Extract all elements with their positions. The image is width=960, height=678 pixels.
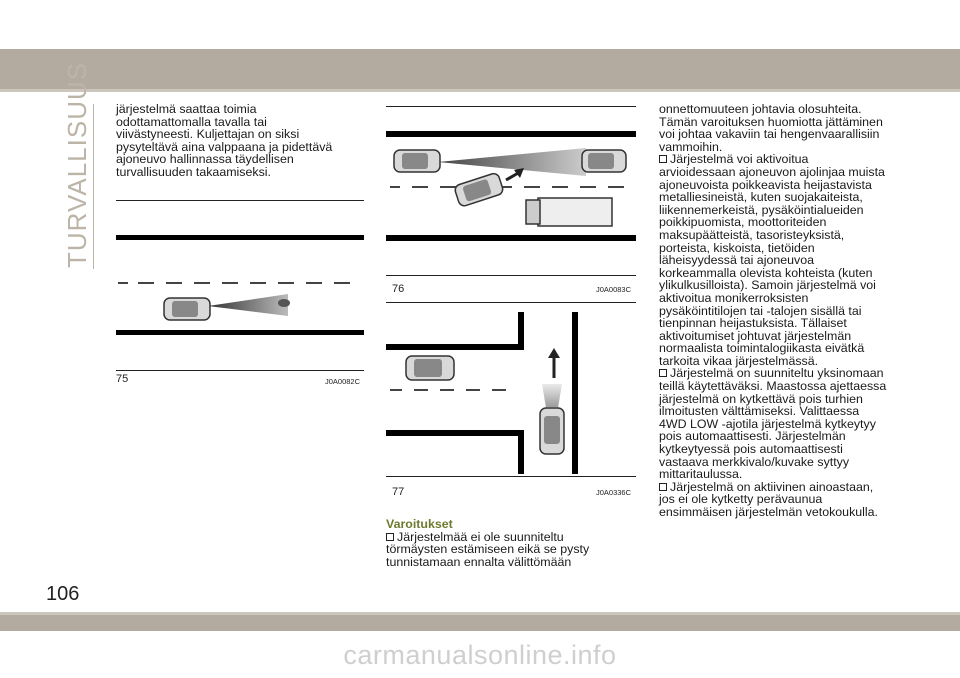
text-line: viivästyneesti. Kuljettajan on siksi xyxy=(116,127,300,142)
text-line: vammoihin. xyxy=(659,139,723,154)
checkbox-icon xyxy=(659,483,667,491)
text-line: mittaritaulussa. xyxy=(659,467,743,482)
text-line: järjestelmä on kytkettävä pois turhien xyxy=(659,391,863,406)
text-line: Tämän varoituksen huomiotta jättäminen xyxy=(659,114,883,129)
figure-75-code: J0A0082C xyxy=(325,377,361,386)
checkbox-icon xyxy=(386,533,394,541)
text-line: odottamattomalla tavalla tai xyxy=(116,114,267,129)
text-line: turvallisuuden takaamiseksi. xyxy=(116,164,271,179)
header-band-edge xyxy=(0,89,960,92)
text-line: metalliesineistä, kuten suojakaiteista, xyxy=(659,190,863,205)
text-line: porteista, kiskoista, tietöiden xyxy=(659,240,815,255)
warning-item-1: Järjestelmää ei ole suunniteltu xyxy=(386,531,636,544)
warning-item-3: Järjestelmä on suunniteltu yksinomaan xyxy=(659,367,914,380)
text-line: vastaava merkkivalo/kuvake syttyy xyxy=(659,454,850,469)
text-line: tarkoita vikaa järjestelmässä. xyxy=(659,353,819,368)
section-title: TURVALLISUUS xyxy=(62,61,92,268)
figure-75-illustration xyxy=(116,202,364,370)
text-line: maksupäätteistä, tasoristeyksistä, xyxy=(659,227,845,242)
column1-text xyxy=(116,103,366,179)
figure-75-bottom-rule xyxy=(116,370,364,371)
watermark: carmanualsonline.info xyxy=(343,640,617,670)
figure-77-code: J0A0336C xyxy=(596,488,632,497)
column3-text xyxy=(659,103,914,519)
page-number: 106 xyxy=(46,583,80,605)
figure-76-top-rule xyxy=(386,106,636,107)
text-line: liikennemerkeistä, pysäköintialueiden xyxy=(659,202,864,217)
figure-75-number: 75 xyxy=(116,373,129,385)
figure-76-illustration xyxy=(386,108,636,275)
text-line: pysyteltävä aina valppaana ja pidettävä xyxy=(116,139,333,154)
text-line: ajoneuvoista poikkeavista heijastavista xyxy=(659,177,872,192)
text-line: onnettomuuteen johtavia olosuhteita. xyxy=(659,102,862,116)
warnings-heading: Varoitukset xyxy=(386,517,453,531)
text-line: 4WD LOW -ajotila järjestelmä kytkeytyy xyxy=(659,416,876,431)
text-line: ajoneuvo hallinnassa täydellisen xyxy=(116,152,294,167)
text-line: jos ei ole kytketty perävaunua xyxy=(659,492,823,507)
figure-77-top-rule xyxy=(386,302,636,303)
figure-75-top-rule xyxy=(116,200,364,201)
text-line: törmäysten estämiseen eikä se pysty xyxy=(386,542,590,557)
figure-77-illustration xyxy=(386,304,636,476)
text-line: läheisyydessä tai ajoneuvoa xyxy=(659,253,814,268)
figure-77-bottom-rule xyxy=(386,476,636,477)
text-line: ilmoitusten välttämiseksi. Valittaessa xyxy=(659,404,860,419)
text-line: aktivoitumiset johtuvat järjestelmän xyxy=(659,328,852,343)
text-line: teillä käytettäväksi. Maastossa ajettaessa xyxy=(659,379,887,394)
text-line: ylikulkusilloista). Samoin järjestelmä voi xyxy=(659,278,876,293)
header-band xyxy=(0,49,960,89)
text-line: aktivoitua monikerroksisten xyxy=(659,290,809,305)
figure-76-number: 76 xyxy=(392,283,405,295)
text-line: tienpinnan heijastuksista. Tällaiset xyxy=(659,316,847,331)
warnings-block xyxy=(386,518,636,568)
figure-77-number: 77 xyxy=(392,486,405,498)
checkbox-icon xyxy=(659,155,667,163)
warning-item-2: Järjestelmä voi aktivoitua xyxy=(659,153,914,166)
text-line: arvioidessaan ajoneuvon ajolinjaa muista xyxy=(659,164,885,179)
figure-76-code: J0A0083C xyxy=(596,285,632,294)
text-line: kytkeytyessä pois automaattisesti xyxy=(659,442,843,457)
text-line: ensimmäisen järjestelmän vetokoukulla. xyxy=(659,505,879,519)
text-line: voi johtaa vakaviin tai hengenvaarallisiin xyxy=(659,127,880,142)
text-line: pois automaattisesti. Järjestelmän xyxy=(659,429,846,444)
section-rule xyxy=(93,104,94,269)
text-line: pysäköintitilojen tai -talojen sisällä tai xyxy=(659,303,862,318)
figure-76-bottom-rule xyxy=(386,275,636,276)
warning-item-4: Järjestelmä on aktiivinen ainoastaan, xyxy=(659,481,914,494)
footer-band xyxy=(0,615,960,631)
checkbox-icon xyxy=(659,369,667,377)
text-line: normaalista toimintalogiikasta eivätkä xyxy=(659,341,865,356)
text-line: järjestelmä saattaa toimia xyxy=(116,102,257,116)
text-line: poikkipuomista, moottoriteiden xyxy=(659,215,827,230)
text-line: korkeammalla olevista kohteista (kuten xyxy=(659,265,873,280)
text-line: tunnistamaan ennalta välittömään xyxy=(386,554,572,569)
